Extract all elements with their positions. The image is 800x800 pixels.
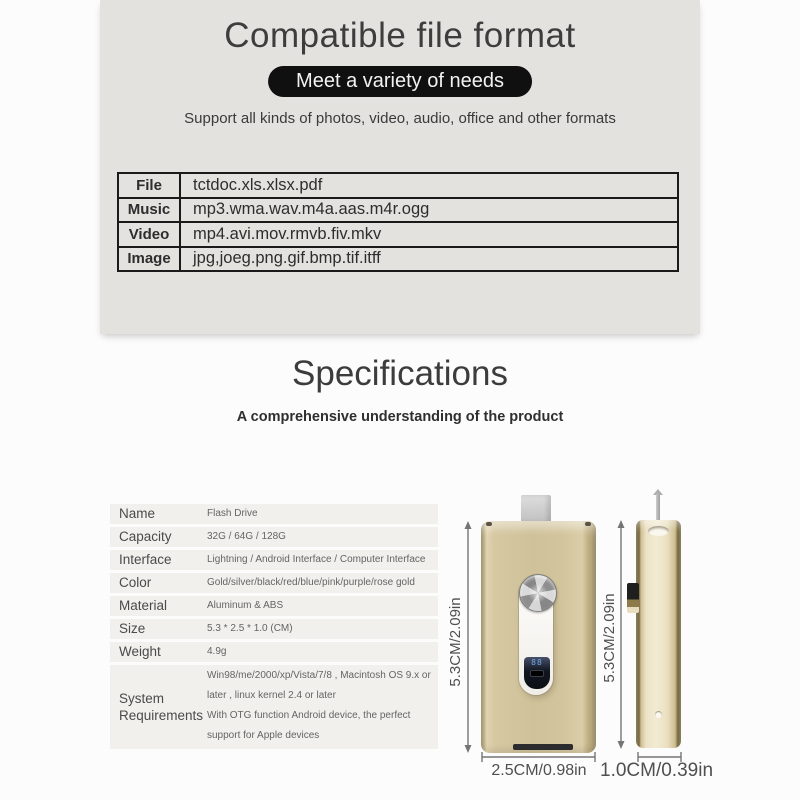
format-row-label: Video bbox=[118, 222, 180, 247]
format-panel bbox=[100, 0, 700, 334]
front-height-dimension-line bbox=[465, 521, 472, 753]
format-row-label: File bbox=[118, 173, 180, 198]
format-row-value: tctdoc.xls.xlsx.pdf bbox=[180, 173, 678, 198]
format-row-value: mp3.wma.wav.m4a.aas.m4r.ogg bbox=[180, 198, 678, 223]
display-glyph: 88 bbox=[531, 658, 543, 667]
product-dimension-diagram bbox=[440, 480, 780, 800]
spec-label: Material bbox=[119, 598, 168, 613]
spec-row bbox=[110, 527, 438, 547]
specs-title: Specifications bbox=[292, 354, 508, 393]
spec-value: Flash Drive bbox=[207, 508, 258, 519]
spec-label: System Requirements bbox=[119, 691, 204, 723]
spec-row bbox=[110, 596, 438, 616]
specs-subtitle: A comprehensive understanding of the product bbox=[236, 409, 564, 425]
needs-badge: Meet a variety of needs bbox=[268, 66, 532, 97]
format-row-value: mp4.avi.mov.rmvb.fiv.mkv bbox=[180, 222, 678, 247]
spec-value: 32G / 64G / 128G bbox=[207, 531, 286, 542]
spec-label: Name bbox=[119, 506, 156, 521]
side-width-label: 1.0CM/0.39in bbox=[600, 760, 714, 781]
spec-row bbox=[110, 619, 438, 639]
spec-value-line: Win98/me/2000/xp/Vista/7/8 , Macintosh OS 9.x or later , linux kernel 2.4 or later bbox=[207, 670, 431, 701]
table-row bbox=[118, 222, 678, 247]
table-row bbox=[118, 173, 678, 198]
format-title: Compatible file format bbox=[224, 16, 576, 55]
front-height-label: 5.3CM/2.09in bbox=[447, 597, 464, 687]
format-row-label: Music bbox=[118, 198, 180, 223]
spec-value-line: With OTG function Android device, the perfect support for Apple devices bbox=[207, 710, 411, 741]
spec-value bbox=[207, 665, 438, 746]
table-row bbox=[118, 247, 678, 272]
spec-row-system-requirements bbox=[110, 665, 438, 749]
side-height-label: 5.3CM/2.09in bbox=[601, 593, 618, 683]
format-row-label: Image bbox=[118, 247, 180, 272]
spec-value: Lightning / Android Interface / Computer Interface bbox=[207, 554, 426, 565]
spec-value: Aluminum & ABS bbox=[207, 600, 284, 611]
spec-value: 4.9g bbox=[207, 646, 227, 657]
file-format-table bbox=[117, 172, 679, 272]
spec-row bbox=[110, 504, 438, 524]
spec-label: Interface bbox=[119, 552, 172, 567]
table-row bbox=[118, 198, 678, 223]
spec-row bbox=[110, 573, 438, 593]
format-subtitle: Support all kinds of photos, video, audio, office and other formats bbox=[184, 110, 616, 127]
spec-label: Capacity bbox=[119, 529, 172, 544]
front-width-dimension-line bbox=[482, 752, 595, 762]
specs-table bbox=[110, 504, 438, 752]
spec-label: Weight bbox=[119, 644, 161, 659]
spec-value: Gold/silver/black/red/blue/pink/purple/rose gold bbox=[207, 577, 415, 588]
spec-label: Size bbox=[119, 621, 146, 636]
spec-row bbox=[110, 642, 438, 662]
spec-row bbox=[110, 550, 438, 570]
front-width-label: 2.5CM/0.98in bbox=[491, 762, 587, 779]
spec-value: 5.3 * 2.5 * 1.0 (CM) bbox=[207, 623, 293, 634]
spec-label: Color bbox=[119, 575, 152, 590]
format-row-value: jpg,joeg.png.gif.bmp.tif.itff bbox=[180, 247, 678, 272]
